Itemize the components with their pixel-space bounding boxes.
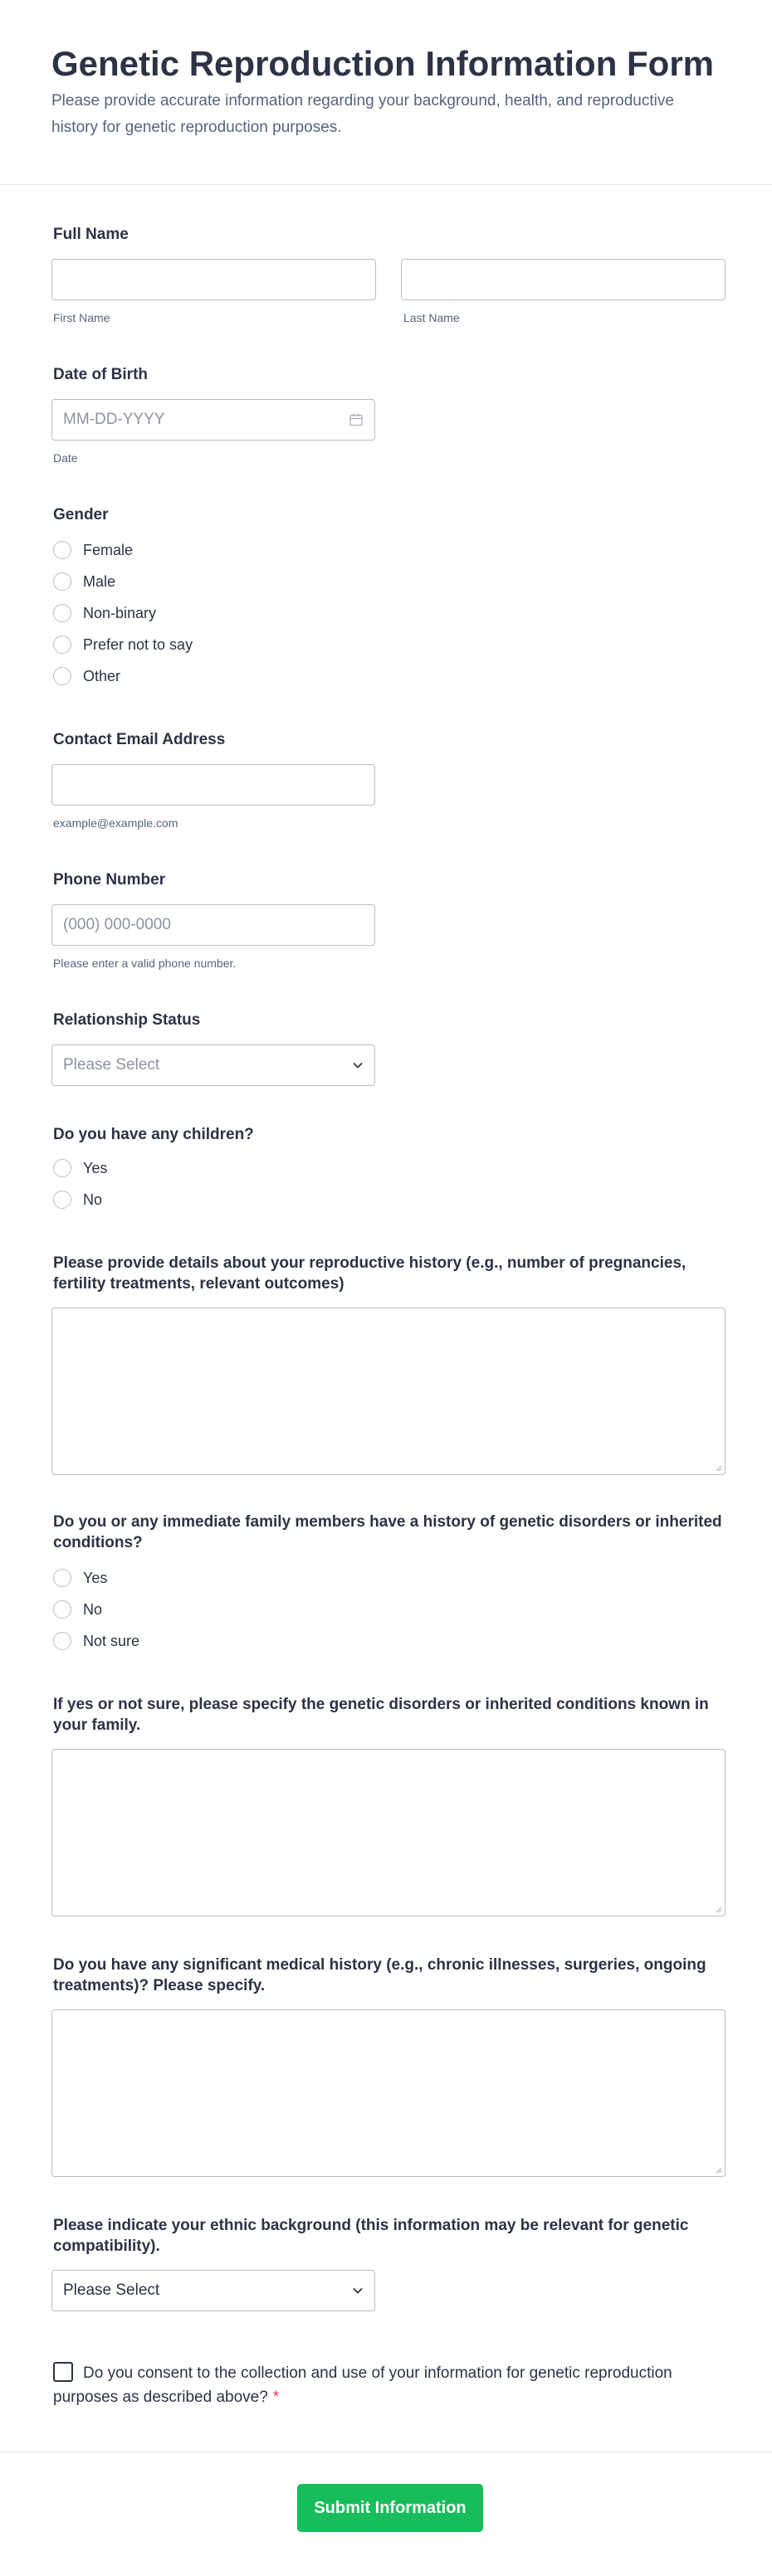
phone-input[interactable] [51,904,375,946]
consent-field [53,2361,727,2409]
genetic-history-label: Do you or any immediate family members have a history of genetic disorders or inherited conditions? [53,1513,722,1551]
radio-circle[interactable] [53,667,71,685]
chevron-down-icon [352,2281,364,2300]
relationship-select[interactable] [51,1045,375,1086]
submit-button[interactable]: Submit Information [297,2484,483,2532]
radio-label: Male [83,572,116,590]
dob-sublabel: Date [53,451,78,465]
gender-options [51,534,193,692]
resize-grip-icon[interactable] [716,1465,722,1472]
ethnic-label: Please indicate your ethnic background (this information may be relevant for genetic compatibility). [53,2217,689,2255]
form-header [0,0,772,185]
genetic-specify-textarea[interactable] [51,1749,726,1916]
phone-placeholder: (000) 000-0000 [63,916,171,933]
relationship-label: Relationship Status [53,1011,201,1029]
radio-label: Non-binary [83,604,157,621]
last-name-input[interactable] [401,259,726,300]
consent-label: Do you consent to the collection and use of your information for genetic reproduction purposes as described above? [53,2364,672,2406]
required-mark: * [272,2389,280,2406]
medical-history-label: Do you have any significant medical history (e.g., chronic illnesses, surgeries, ongoing treatments)? Please specify. [53,1956,706,1994]
children-option-no[interactable] [51,1184,107,1215]
relationship-selected: Please Select [63,1056,160,1074]
calendar-icon[interactable] [349,412,364,427]
phone-label: Phone Number [53,871,166,889]
radio-circle[interactable] [53,1632,71,1650]
phone-sublabel: Please enter a valid phone number. [53,957,237,970]
resize-grip-icon[interactable] [716,2167,722,2174]
gender-option-other[interactable] [51,660,193,692]
dob-placeholder: MM-DD-YYYY [63,411,165,428]
dob-label: Date of Birth [53,366,148,383]
email-label: Contact Email Address [53,731,226,748]
email-sublabel: example@example.com [53,816,178,830]
radio-label: Yes [83,1569,108,1586]
form-title: Genetic Reproduction Information Form [51,44,715,83]
repro-history-label: Please provide details about your reproductive history (e.g., number of pregnancies, fertility treatments, relevant outcomes) [53,1254,686,1293]
form-subtitle: Please provide accurate information regarding your background, health, and reproductive history for genetic reproduction purposes. [51,92,674,136]
radio-circle[interactable] [53,541,71,559]
first-name-input[interactable] [51,259,376,300]
radio-label: Prefer not to say [83,635,193,653]
gender-option-female[interactable] [51,534,193,566]
ethnic-select[interactable] [51,2270,375,2311]
gender-option-prefer-not[interactable] [51,629,193,660]
gender-label: Gender [53,506,109,523]
radio-circle[interactable] [53,635,71,654]
genetic-option-no[interactable] [51,1594,139,1625]
radio-label: Not sure [83,1632,140,1649]
gender-option-non-binary[interactable] [51,597,193,629]
consent-checkbox[interactable] [53,2362,73,2382]
radio-circle[interactable] [53,572,71,591]
radio-label: Female [83,541,134,558]
chevron-down-icon [352,1056,364,1074]
radio-circle[interactable] [53,1159,71,1177]
radio-circle[interactable] [53,1600,71,1619]
repro-history-textarea[interactable] [51,1307,726,1475]
genetic-history-options [51,1562,139,1657]
radio-circle[interactable] [53,1569,71,1587]
genetic-specify-label: If yes or not sure, please specify the genetic disorders or inherited conditions known in your family. [53,1696,709,1734]
radio-label: No [83,1191,103,1208]
children-label: Do you have any children? [53,1126,254,1143]
resize-grip-icon[interactable] [716,1906,722,1913]
genetic-option-yes[interactable] [51,1562,139,1594]
radio-label: Other [83,667,121,684]
dob-input[interactable] [51,399,375,441]
ethnic-selected: Please Select [63,2281,160,2299]
first-name-sublabel: First Name [53,311,110,324]
radio-label: Yes [83,1159,108,1176]
email-input[interactable] [51,764,375,806]
last-name-sublabel: Last Name [403,311,460,324]
children-options [51,1152,107,1215]
radio-circle[interactable] [53,604,71,622]
radio-label: No [83,1600,103,1618]
medical-history-textarea[interactable] [51,2009,726,2177]
genetic-option-not-sure[interactable] [51,1625,139,1657]
full-name-label: Full Name [53,226,129,243]
radio-circle[interactable] [53,1191,71,1209]
gender-option-male[interactable] [51,566,193,597]
children-option-yes[interactable] [51,1152,107,1184]
